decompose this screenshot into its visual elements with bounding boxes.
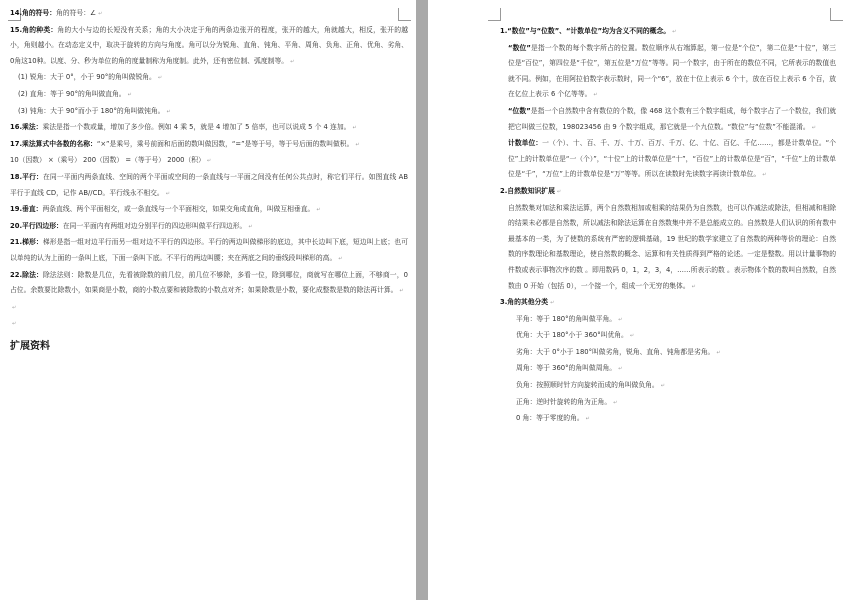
paragraph-text: 乘法是指一个数或量，增加了多少倍。例如 4 乘 5，就是 4 增加了 5 倍率，也可以说成 5 个 4 连加。 (42, 123, 351, 132)
paragraph-heading: 21.梯形： (10, 238, 43, 247)
paragraph-text: “×”是乘号，乘号前面和后面的数叫做因数，“=”是等于号，等于号后面的数叫做积。 (96, 139, 354, 148)
paragraph-heading: 计数单位： (508, 139, 543, 148)
paragraph-heading: 15.角的种类： (10, 25, 58, 34)
paragraph-mark-icon: ↵ (593, 92, 598, 99)
paragraph-mark-icon: ↵ (618, 316, 623, 323)
paragraph-text: (3) 钝角：大于 90°而小于 180°的角叫做钝角。 (18, 106, 165, 115)
paragraph-text: 自然数集对加法和乘法运算，两个自然数相加或相乘的结果仍为自然数，也可以作减法或除法，但相减和相除的结果未必都是自然数，所以减法和除法运算在自然数集中并不是总能成立的。自然数是人们认识的所有数中最基本的一类，为了使数的系统有严密的逻辑基础，19 世纪的数学家建立了自然数的两种等价的理论：自然数的序数理论和基数理论，使自然数的概念、运算和有关性质得到严格的论述。一定是整数。用以计量事物的件数或表示事物次序的数 。即用数码 0，1，2，3，4，……所表示的数 。表示物体个数的数叫自然数，自然数由 0 开始（包括 0），一个接一个，组成一个无穷的集体。 (508, 203, 836, 290)
paragraph (10, 23, 408, 71)
paragraph (500, 136, 836, 184)
paragraph (500, 104, 836, 136)
empty-line (10, 300, 408, 317)
paragraph-heading: 22.除法： (10, 270, 43, 279)
crop-mark (488, 8, 501, 21)
paragraph-mark-icon: ↵ (352, 125, 357, 132)
paragraph-text: 在同一平面内有两组对边分别平行的四边形叫做平行四边形。 (62, 221, 247, 230)
paragraph-heading: 20.平行四边形： (10, 221, 63, 230)
paragraph-mark-icon: ↵ (585, 416, 590, 423)
paragraph (10, 202, 408, 219)
paragraph (10, 153, 408, 170)
paragraph-mark-icon: ↵ (399, 288, 404, 295)
paragraph (10, 104, 408, 121)
paragraph (500, 295, 836, 312)
paragraph-mark-icon: ↵ (157, 75, 163, 82)
paragraph-mark-icon: ↵ (338, 255, 343, 262)
paragraph-mark-icon: ↵ (672, 29, 677, 35)
paragraph-text: 两条直线、两个平面相交，或一条直线与一个平面相交，如果交角成直角，叫做互相垂直。 (42, 205, 315, 214)
paragraph (10, 170, 408, 202)
paragraph-mark-icon: ↵ (618, 366, 623, 373)
paragraph-text: 除法法则：除数是几位，先看被除数的前几位，前几位不够除，多看一位，除到哪位，商就写在哪位上面，不够商一，0 占位。余数要比除数小，如果商是小数，商的小数点要和被除数的小数点对齐；如果除数是小数，要化成整数是数的除法再计算。 (10, 270, 409, 295)
right-text-body (500, 24, 836, 428)
paragraph-mark-icon: ↵ (550, 300, 555, 307)
paragraph (10, 219, 408, 236)
paragraph-text: 周角：等于 360°的角叫做周角。 (516, 364, 617, 373)
paragraph-mark-icon: ↵ (12, 304, 17, 311)
paragraph-heading: 16.乘法： (10, 123, 43, 132)
section-heading-text: 扩展资料 (10, 340, 50, 352)
paragraph-mark-icon: ↵ (248, 223, 253, 230)
paragraph-mark-icon: ↵ (98, 11, 103, 17)
paragraph-heading: 3.角的其他分类 (500, 298, 549, 307)
paragraph-mark-icon: ↵ (716, 349, 721, 356)
paragraph-text: 角的符号：∠ (56, 9, 97, 17)
paragraph-text: 劣角：大于 0°小于 180°叫做劣角，锐角、直角、钝角都是劣角。 (516, 347, 715, 356)
paragraph-heading: “位数” (508, 106, 531, 115)
paragraph-heading: 2.自然数知识扩展 (500, 186, 555, 195)
paragraph-text: 平角：等于 180°的角叫做平角。 (516, 314, 617, 323)
paragraph (500, 184, 836, 201)
paragraph (500, 201, 836, 296)
left-text-body (10, 6, 408, 354)
paragraph-text: 角的大小与边的长短没有关系；角的大小决定于角的两条边张开的程度，张开的越大，角就越大，相反，张开的越小，角则越小。在动态定义中，取决于旋转的方向与角度。角可以分为锐角、直角、钝角、平角、周角、负角、正角、优角、劣角、0角这10种。以度、分、秒为单位的角的度量制称为角度制。此外，还有密位制、弧度制等。 (10, 25, 409, 65)
paragraph-text: 负角：按照顺时针方向旋转而成的角叫做负角。 (516, 381, 659, 390)
paragraph (500, 411, 836, 428)
paragraph-text: 是指一个自然数中含有数位的个数，像 468 这个数有三个数字组成，每个数字占了一个数位，我们就把它叫做三位数，198023456 由 9 个数字组成，那它就是一个九位数。“数位”与“位数”不能混淆。 (508, 106, 836, 131)
paragraph (500, 361, 836, 378)
paragraph (10, 87, 408, 104)
paragraph (10, 235, 408, 267)
paragraph-mark-icon: ↵ (127, 91, 132, 98)
paragraph-mark-icon: ↵ (762, 172, 767, 179)
paragraph (10, 70, 408, 87)
paragraph-mark-icon: ↵ (811, 124, 816, 131)
paragraph-heading: 14.角的符号： (10, 9, 57, 17)
document-page-right (428, 0, 850, 600)
paragraph (500, 345, 836, 362)
paragraph-mark-icon: ↵ (165, 190, 170, 197)
paragraph-heading: 17.乘法算式中各数的名称： (10, 139, 97, 148)
paragraph (10, 268, 408, 300)
paragraph (500, 395, 836, 412)
crop-mark (830, 8, 843, 21)
paragraph-text: (2) 直角：等于 90°的角叫做直角。 (18, 89, 126, 98)
paragraph-text: 正角：逆时针旋转的角为正角。 (516, 397, 612, 406)
paragraph-heading: 19.垂直： (10, 205, 43, 214)
paragraph (10, 120, 408, 137)
paragraph-mark-icon: ↵ (290, 58, 295, 65)
paragraph (500, 24, 836, 41)
paragraph-heading: “数位” (508, 43, 531, 52)
paragraph-mark-icon: ↵ (206, 158, 212, 165)
paragraph-mark-icon: ↵ (691, 283, 696, 290)
paragraph-text: 在同一平面内两条直线、空间的两个平面或空间的一条直线与一平面之间没有任何公共点时，称它们平行。如图直线 AB 平行于直线 CD，记作 AB//CD。平行线永不相交。 (10, 172, 408, 197)
paragraph (500, 378, 836, 395)
paragraph-mark-icon: ↵ (556, 188, 562, 195)
paragraph-mark-icon: ↵ (660, 383, 665, 390)
paragraph-text: 优角：大于 180°小于 360°叫优角。 (516, 331, 628, 340)
paragraph-mark-icon: ↵ (613, 399, 618, 406)
paragraph-text: 10（因数） ×（乘号） 200（因数） =（等于号） 2000（积） (10, 156, 205, 165)
paragraph (500, 312, 836, 329)
empty-line (10, 316, 408, 333)
paragraph (10, 6, 408, 23)
document-page-left (0, 0, 416, 600)
paragraph-text: (1) 锐角：大于 0°，小于 90°的角叫做锐角。 (18, 73, 156, 82)
page-gap (416, 0, 428, 600)
paragraph-text: 梯形是指一组对边平行而另一组对边不平行的四边形。平行的两边叫做梯形的底边，其中长边叫下底，短边叫上底；也可以单纯的认为上面的一条叫上底，下面一条叫下底。不平行的两边叫腰；夹在两底之间的垂线段叫梯形的高。 (10, 238, 408, 262)
paragraph (500, 41, 836, 104)
paragraph-mark-icon: ↵ (316, 207, 321, 214)
paragraph-heading: 1.“数位”与“位数”、“计数单位”均为含义不同的概念。 (500, 27, 671, 35)
paragraph-text: 0 角：等于零度的角。 (516, 414, 584, 423)
paragraph-text: 是指一个数的每个数字所占的位置。数位顺序从右端算起，第一位是“个位”，第二位是“十位”，第三位是“百位”，第四位是“千位”，第五位是“万位”等等。同一个数字，由于所在的数位不同，它所表示的数值也就不同。例如，在用阿拉伯数字表示数时，同一个“6”，放在十位上表示 6 个十，放在百位上表示 6 个百，放在亿位上表示 6 个亿等等。 (508, 43, 836, 99)
paragraph-mark-icon: ↵ (355, 141, 360, 148)
paragraph-mark-icon: ↵ (629, 333, 635, 340)
section-heading (10, 339, 408, 355)
paragraph-text: 一（个）、十、百、千、万、十万、百万、千万、亿、十亿、百亿、千亿……，都是计数单位。“个位”上的计数单位是“一（个）”，“十位”上的计数单位是“十”，“百位”上的计数单位是“百”，“千位”上的计数单位是“千”，“万位”上的计数单位是“万”等等。所以在读数时先读数字再读计数单位。 (508, 139, 837, 179)
paragraph (10, 137, 408, 154)
paragraph-heading: 18.平行： (10, 172, 43, 181)
paragraph-mark-icon: ↵ (12, 321, 17, 328)
paragraph-mark-icon: ↵ (166, 108, 171, 115)
paragraph (500, 328, 836, 345)
